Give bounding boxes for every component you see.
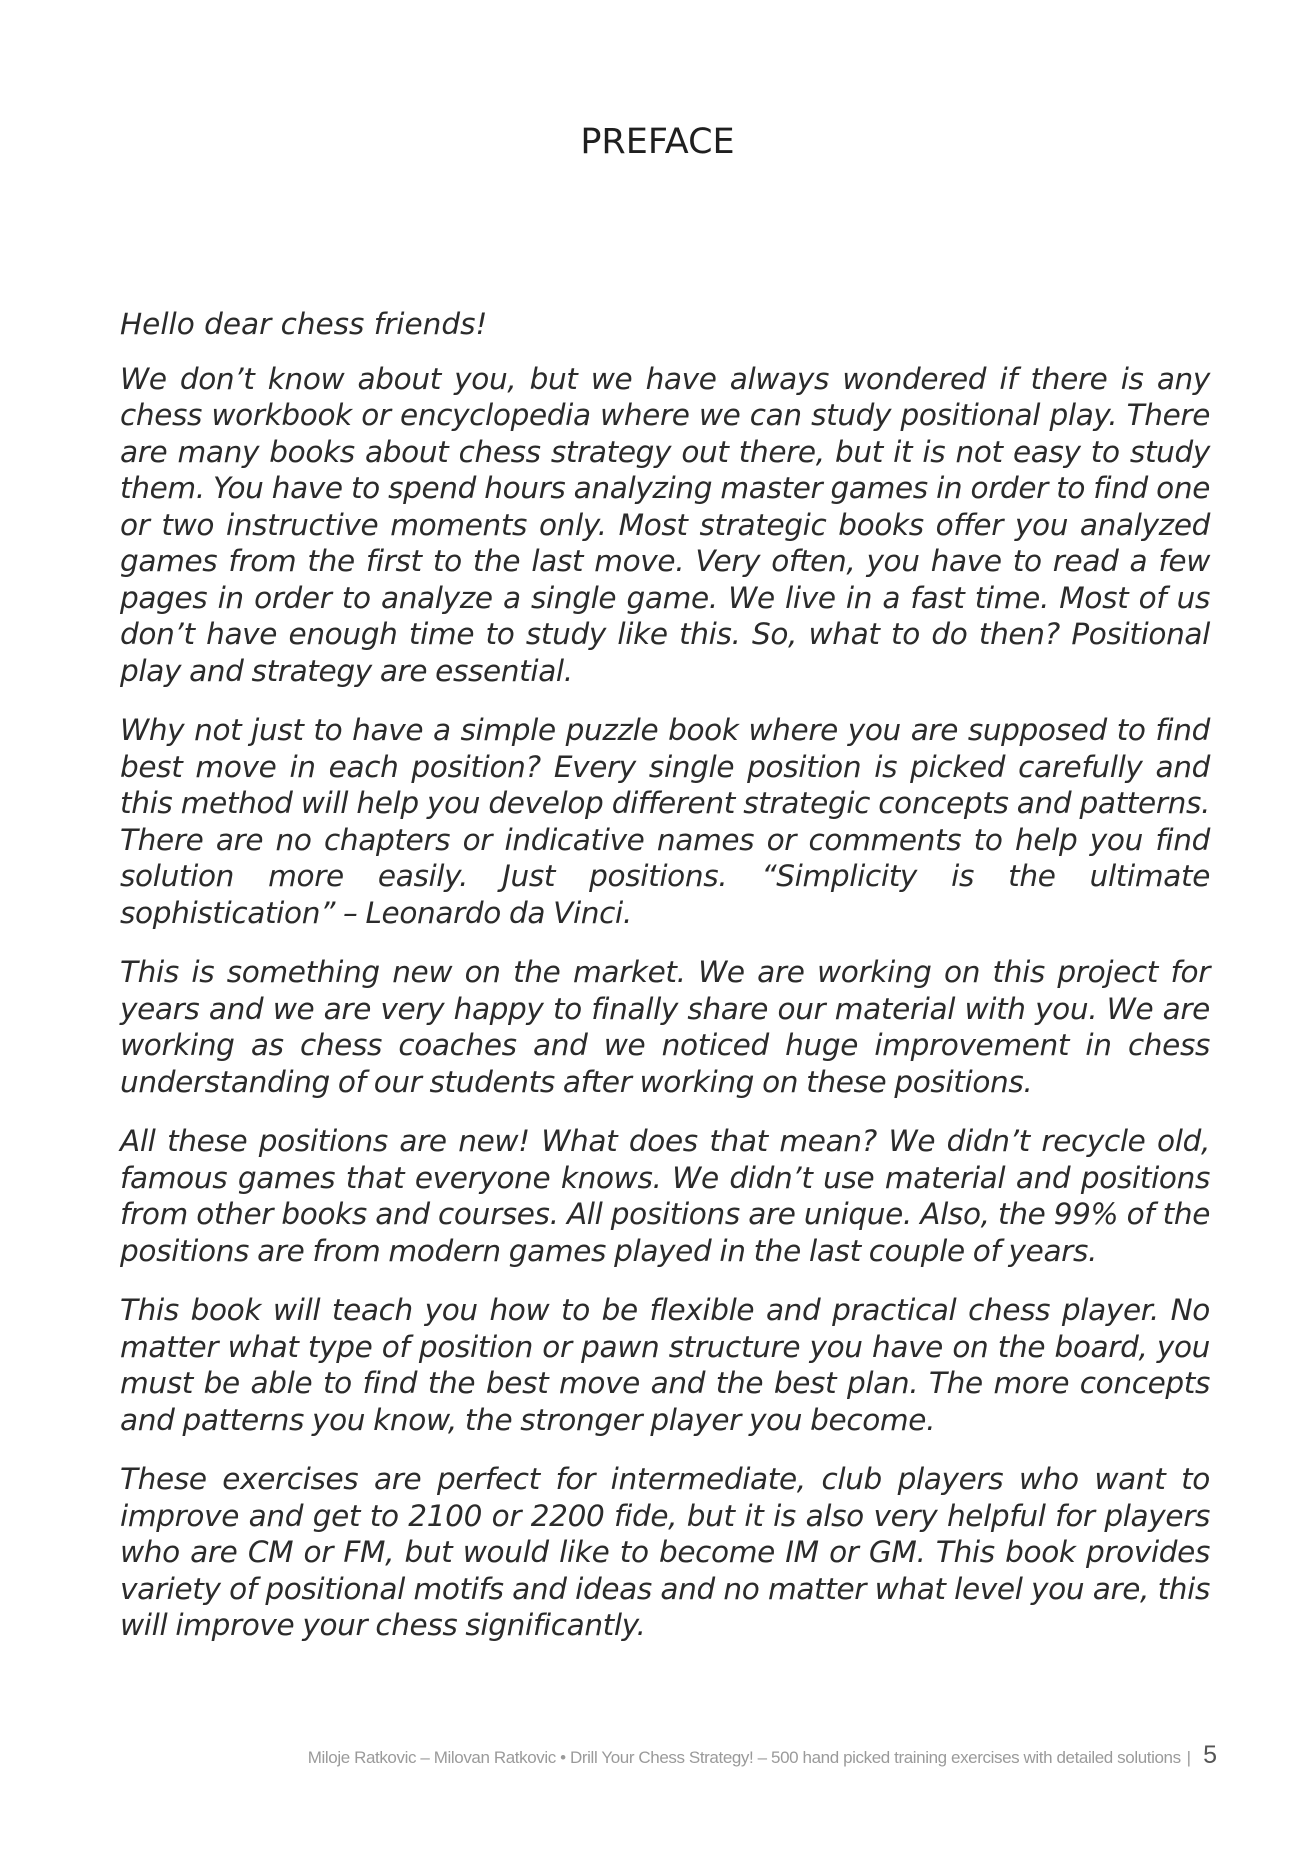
running-footer-text: Miloje Ratkovic – Milovan Ratkovic • Drill Your Chess Strategy! – 500 hand picked training exercises with detailed solutions	[307, 1748, 1181, 1767]
paragraph: We don’t know about you, but we have always wondered if there is any chess workbook or encyclopedia where we can study positional play. There are many books about chess strategy out there, but it is not easy to study them. You have to spend hours analyzing master games in order to find one or two instructive moments only. Most strategic books offer you analyzed games from the first to the last move. Very often, you have to read a few pages in order to analyze a single game. We live in a fast time. Most of us don’t have enough time to study like this. So, what to do then? Positional play and strategy are essential.	[120, 361, 1210, 688]
paragraph: These exercises are perfect for intermediate, club players who want to improve and get to 2100 or 2200 fide, but it is also very helpful for players who are CM or FM, but would like to become IM or GM. This book provides variety of positional motifs and ideas and no matter what level you are, this will improve your chess significantly.	[120, 1462, 1210, 1642]
greeting: Hello dear chess friends!	[120, 307, 488, 341]
paragraph: This book will teach you how to be flexible and practical chess player. No matter what type of position or pawn structure you have on the board, you must be able to find the best move and the best plan. The more concepts and patterns you know, the stronger player you become.	[120, 1293, 1210, 1437]
page-title: PREFACE	[580, 122, 735, 162]
page-number: 5	[1203, 1741, 1217, 1769]
paragraph: This is something new on the market. We are working on this project for years and we are very happy to finally share our material with you. We are working as chess coaches and we noticed huge improvement in chess understanding of our students after working on these positions.	[120, 955, 1210, 1099]
paragraph: Why not just to have a simple puzzle book where you are supposed to find best move in each position? Every single position is picked carefully and this method will help you develop different strategic concepts and patterns. There are no chapters or indicative names or comments to help you find solution more easily. Just positions. “Simplicity is the ultimate sophistication” – Leonardo da Vinci.	[120, 713, 1210, 930]
page-footer	[308, 1741, 1217, 1770]
footer-separator: |	[1186, 1748, 1192, 1767]
preface-body	[120, 306, 1210, 1667]
paragraph: All these positions are new! What does that mean? We didn’t recycle old, famous games that everyone knows. We didn’t use material and positions from other books and courses. All positions are unique. Also, the 99% of the positions are from modern games played in the last couple of years.	[120, 1124, 1210, 1268]
